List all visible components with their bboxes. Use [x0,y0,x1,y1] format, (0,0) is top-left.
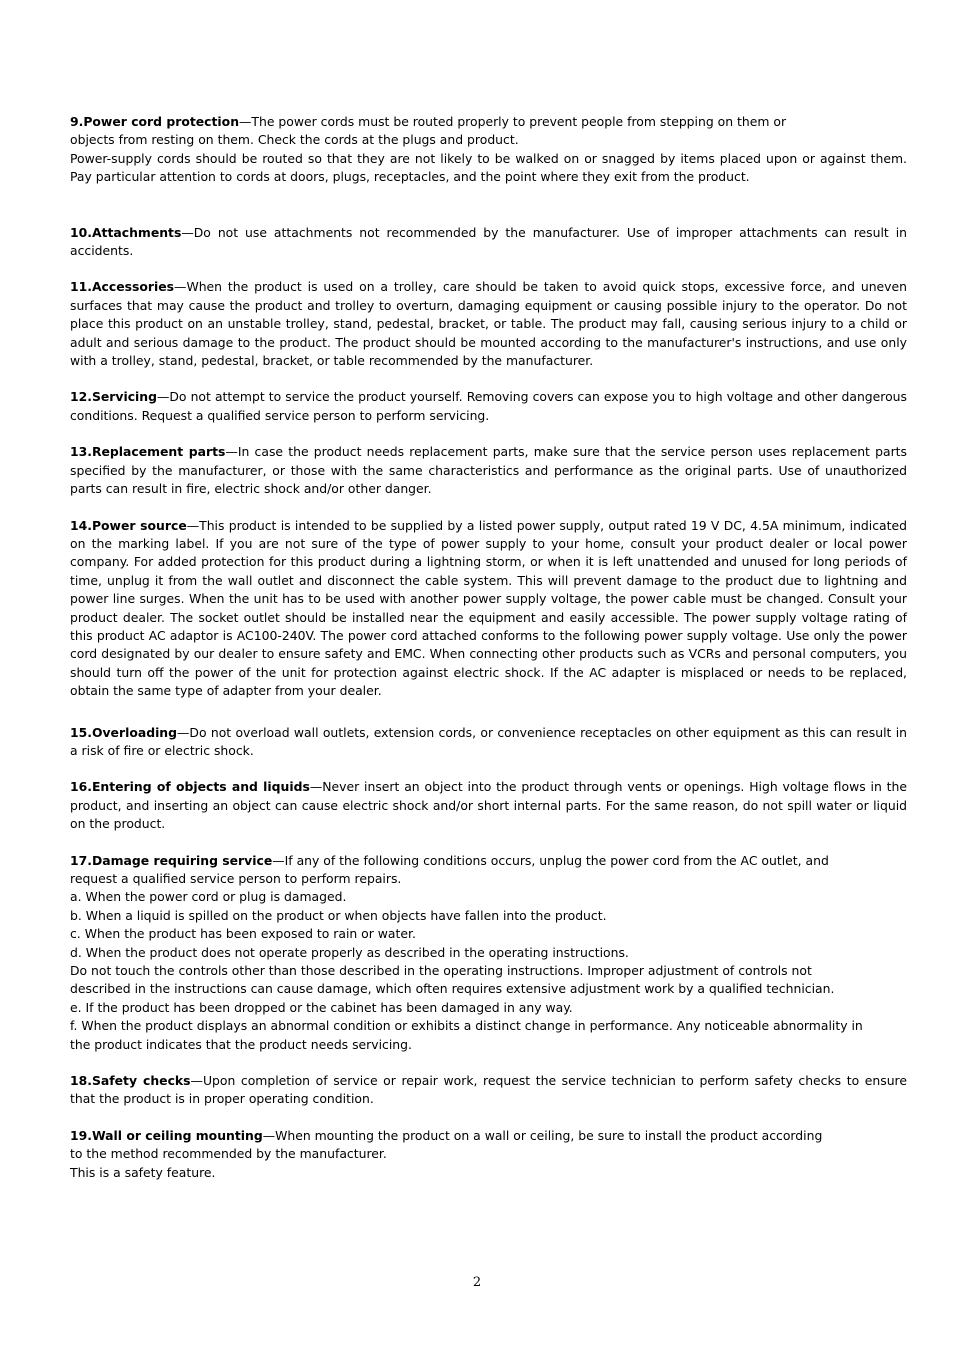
list-item: f. When the product displays an abnormal condition or exhibits a distinct change in performance. Any noticeable abnormality in [70,1018,863,1034]
section-safety-checks [70,1072,907,1109]
section-power-cord-protection [70,113,907,187]
page-number: 2 [472,1275,482,1290]
section-text: Power-supply cords should be routed so that they are not likely to be walked on or snagged by items placed upon or against them. Pay particular attention to cords at doors, plugs, receptacles, and the point where they exit from the product. [70,150,907,185]
section-text: —When mounting the product on a wall or ceiling, be sure to install the product according [262,1127,823,1143]
list-item: c. When the product has been exposed to rain or water. [70,926,416,942]
section-accessories [70,278,907,370]
section-text: described in the instructions can cause damage, which often requires extensive adjustment work by a qualified technician. [70,981,835,997]
section-text: —When the product is used on a trolley, care should be taken to avoid quick stops, excessive force, and uneven surfaces that may cause the product and trolley to overturn, damaging equipment or causing possible injury to the operator. Do not place this product on an unstable trolley, stand, pedestal, bracket, or table. The product may fall, causing serious injury to a child or adult and serious damage to the product. The product should be mounted according to the manufacturer's instructions, and use only with a trolley, stand, pedestal, bracket, or table recommended by the manufacturer. [70,279,907,369]
section-text: request a qualified service person to perform repairs. [70,871,402,886]
section-text: —Do not overload wall outlets, extension cords, or convenience receptacles on other equipment as this can result in a risk of fire or electric shock. [70,724,907,758]
list-item: d. When the product does not operate properly as described in the operating instructions. [70,944,629,960]
section-overloading [70,724,907,761]
section-text: Do not touch the controls other than those described in the operating instructions. Improper adjustment of controls not [70,963,812,979]
list-item: e. If the product has been dropped or the cabinet has been damaged in any way. [70,999,573,1015]
section-wall-or-ceiling-mounting [70,1127,907,1182]
section-damage-requiring-service [70,852,907,1054]
section-text: to the method recommended by the manufacturer. [70,1146,387,1162]
list-item: b. When a liquid is spilled on the product or when objects have fallen into the product. [70,907,607,923]
list-item: a. When the power cord or plug is damaged. [70,889,347,905]
section-entering-of-objects [70,778,907,833]
section-text: —This product is intended to be supplied by a listed power supply, output rated 19 V DC, 4.5A minimum, indicated on the marking label. If you are not sure of the type of power supply to your home, consult your product dealer or local power company. For added protection for this product during a lightning storm, or when it is left unattended and unused for long periods of time, unplug it from the wall outlet and disconnect the cable system. This will prevent damage to the product due to lightning and power line surges. When the unit has to be used with another power supply voltage, the power cable must be changed. Consult your product dealer. The socket outlet should be installed near the equipment and easily accessible. The power supply voltage rating of this product AC adaptor is AC100-240V. The power cord attached conforms to the following power supply voltage. Use only the power cord designated by our dealer to ensure safety and EMC. When connecting other products such as VCRs and personal computers, you should turn off the power of the unit for protection against electric shock. If the AC adapter is misplaced or needs to be replaced, obtain the same type of adapter from your dealer. [70,517,907,699]
section-text: —The power cords must be routed properly to prevent people from stepping on them or [239,114,787,129]
section-text: —Never insert an object into the product through vents or openings. High voltage flows in the product, and inserting an object can cause electric shock and/or short internal parts. For the same reason, do not spill water or liquid on the product. [70,779,907,832]
section-replacement-parts [70,443,907,498]
section-heading: 18.Safety checks [70,1073,191,1089]
section-text: —Upon completion of service or repair work, request the service technician to perform safety checks to ensure that the product is in proper operating condition. [70,1073,907,1107]
section-heading: 16.Entering of objects and liquids [70,779,310,795]
section-text: This is a safety feature. [70,1164,216,1180]
section-heading: 12.Servicing [70,389,157,405]
section-heading: 11.Accessories [70,279,175,295]
section-text: —If any of the following conditions occurs, unplug the power cord from the AC outlet, and [272,852,829,868]
section-heading: 19.Wall or ceiling mounting [70,1127,263,1143]
section-heading: 9.Power cord protection [70,114,240,129]
section-heading: 13.Replacement parts [70,444,226,460]
section-text: the product indicates that the product needs servicing. [70,1036,412,1052]
section-heading: 14.Power source [70,517,187,533]
section-servicing [70,388,907,425]
section-text: —Do not attempt to service the product yourself. Removing covers can expose you to high voltage and other dangerous conditions. Request a qualified service person to perform servicing. [70,389,907,423]
section-text: objects from resting on them. Check the cords at the plugs and product. [70,132,519,148]
section-text: —In case the product needs replacement parts, make sure that the service person uses replacement parts specified by the manufacturer, or those with the same characteristics and performance as the original parts. Use of unauthorized parts can result in fire, electric shock and/or other danger. [70,444,907,497]
section-power-source [70,517,907,701]
document-body [70,113,907,1182]
section-heading: 15.Overloading [70,724,178,740]
section-text: —Do not use attachments not recommended by the manufacturer. Use of improper attachments can result in accidents. [70,224,907,259]
section-heading: 10.Attachments [70,224,182,240]
section-attachments [70,224,907,261]
section-heading: 17.Damage requiring service [70,852,273,868]
